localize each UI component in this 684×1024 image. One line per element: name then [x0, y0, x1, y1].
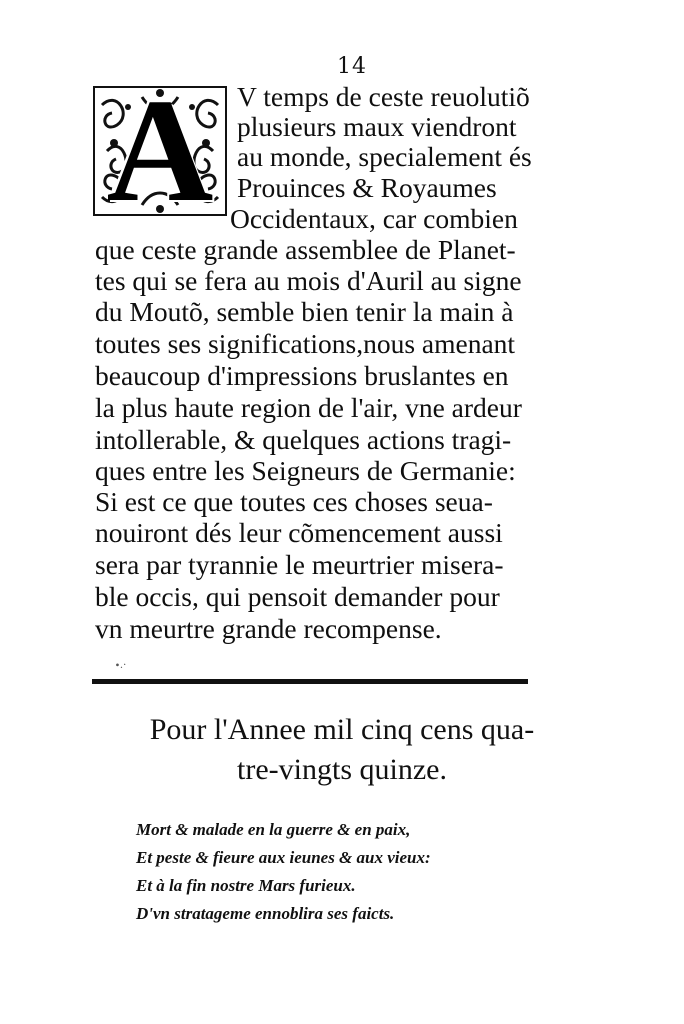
page-number: 14 — [337, 54, 367, 79]
verse-line: D'vn stratageme ennoblira ses faicts. — [136, 904, 395, 923]
body-line: vn meurtre grande recompense. — [95, 613, 442, 644]
verse-line: Mort & malade en la guerre & en paix, — [136, 820, 411, 839]
body-line: du Moutõ, semble bien tenir la main à — [95, 296, 514, 327]
body-line: ble occis, qui pensoit demander pour — [95, 581, 500, 612]
drop-cap-letter: A — [106, 85, 214, 217]
body-line: intollerable, & quelques actions tragi- — [95, 424, 512, 455]
verse-line: Et à la fin nostre Mars furieux. — [136, 876, 356, 895]
heading-line: tre-vingts quinze. — [237, 753, 447, 786]
body-line: toutes ses significations,nous amenant — [95, 328, 516, 359]
body-line: Prouinces & Royaumes — [237, 172, 497, 203]
body-line: Occidentaux, car combien — [230, 203, 518, 234]
heading-line: Pour l'Annee mil cinq cens qua- — [149, 713, 535, 746]
body-line: V temps de ceste reuolutiõ — [237, 81, 530, 112]
body-line: sera par tyrannie le meurtrier misera- — [95, 549, 504, 580]
ornamental-initial — [92, 85, 228, 217]
body-line: Si est ce que toutes ces choses seua- — [95, 486, 493, 517]
horizontal-rule — [92, 679, 528, 684]
body-line: que ceste grande assemblee de Planet- — [95, 234, 516, 265]
ink-specks: ∙.· — [115, 660, 127, 671]
body-line: plusieurs maux viendront — [237, 111, 517, 142]
body-line: beaucoup d'impressions bruslantes en — [95, 360, 509, 391]
body-line: ques entre les Seigneurs de Germanie: — [95, 455, 516, 486]
body-line: nouiront dés leur cõmencement aussi — [95, 517, 503, 548]
body-line: la plus haute region de l'air, vne ardeur — [95, 392, 522, 423]
body-line: au monde, specialement és — [237, 141, 532, 172]
verse-line: Et peste & fieure aux ieunes & aux vieux: — [136, 848, 431, 867]
body-line: tes qui se fera au mois d'Auril au signe — [95, 265, 522, 296]
